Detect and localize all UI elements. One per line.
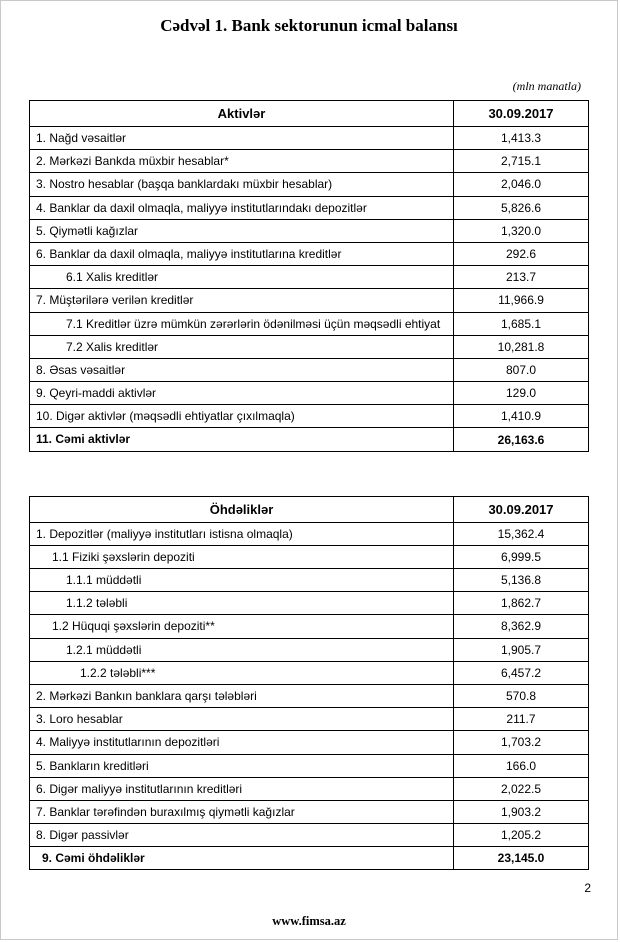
liabilities-header-label: Öhdəliklər [30,496,454,522]
page-number: 2 [584,881,591,895]
row-label: 1.1 Fiziki şəxslərin depoziti [30,545,454,568]
row-value: 6,457.2 [454,661,589,684]
row-label: 2. Mərkəzi Bankda müxbir hesablar* [30,150,454,173]
row-value: 8,362.9 [454,615,589,638]
unit-note: (mln manatla) [512,79,581,93]
row-label: 11. Cəmi aktivlər [30,428,454,451]
row-value: 2,022.5 [454,777,589,800]
row-value: 5,136.8 [454,569,589,592]
row-label: 9. Cəmi öhdəliklər [30,847,454,870]
row-label: 1. Depozitlər (maliyyə institutları istisna olmaqla) [30,522,454,545]
row-value: 570.8 [454,684,589,707]
table-row [30,405,589,428]
row-value: 213.7 [454,266,589,289]
row-value: 15,362.4 [454,522,589,545]
row-value: 10,281.8 [454,335,589,358]
row-value: 807.0 [454,358,589,381]
row-label: 3. Nostro hesablar (başqa banklardakı müxbir hesablar) [30,173,454,196]
row-value: 1,205.2 [454,824,589,847]
row-label: 9. Qeyri-maddi aktivlər [30,382,454,405]
row-value: 1,703.2 [454,731,589,754]
table-row [30,731,589,754]
row-value: 6,999.5 [454,545,589,568]
table-row [30,638,589,661]
row-label: 2. Mərkəzi Bankın banklara qarşı tələbləri [30,684,454,707]
row-value: 11,966.9 [454,289,589,312]
assets-table [29,100,589,452]
row-value: 292.6 [454,242,589,265]
table-row [30,382,589,405]
row-label: 7.2 Xalis kreditlər [30,335,454,358]
table-row [30,242,589,265]
row-label: 1.2 Hüquqi şəxslərin depoziti** [30,615,454,638]
row-label: 7.1 Kreditlər üzrə mümkün zərərlərin ödənilməsi üçün məqsədli ehtiyat [30,312,454,335]
table-row [30,615,589,638]
table-row [30,289,589,312]
row-label: 6. Banklar da daxil olmaqla, maliyyə institutlarına kreditlər [30,242,454,265]
row-value: 129.0 [454,382,589,405]
row-label: 5. Qiymətli kağızlar [30,219,454,242]
row-label: 1.2.2 tələbli*** [30,661,454,684]
row-label: 7. Banklar tərəfindən buraxılmış qiymətli kağızlar [30,800,454,823]
table-row [30,661,589,684]
table-row [30,824,589,847]
row-value: 1,903.2 [454,800,589,823]
table-row [30,196,589,219]
table-row [30,545,589,568]
row-value: 1,320.0 [454,219,589,242]
table-row [30,150,589,173]
table-row [30,127,589,150]
row-value: 5,826.6 [454,196,589,219]
row-label: 8. Əsas vəsaitlər [30,358,454,381]
table-row [30,312,589,335]
row-value: 1,905.7 [454,638,589,661]
table-total-row [30,847,589,870]
table-row [30,754,589,777]
row-label: 7. Müştərilərə verilən kreditlər [30,289,454,312]
row-label: 1.1.1 müddətli [30,569,454,592]
table-row [30,569,589,592]
row-label: 5. Bankların kreditləri [30,754,454,777]
row-label: 4. Maliyyə institutlarının depozitləri [30,731,454,754]
table-row [30,592,589,615]
row-label: 8. Digər passivlər [30,824,454,847]
row-label: 6. Digər maliyyə institutlarının kreditləri [30,777,454,800]
row-value: 1,685.1 [454,312,589,335]
table-row [30,173,589,196]
table-row [30,219,589,242]
table-gap [1,452,617,490]
row-value: 166.0 [454,754,589,777]
assets-header-label: Aktivlər [30,101,454,127]
row-label: 10. Digər aktivlər (məqsədli ehtiyatlar çıxılmaqla) [30,405,454,428]
row-value: 26,163.6 [454,428,589,451]
row-label: 3. Loro hesablar [30,708,454,731]
table-row [30,266,589,289]
row-label: 6.1 Xalis kreditlər [30,266,454,289]
table-row [30,777,589,800]
assets-header-row [30,101,589,127]
liabilities-header-row [30,496,589,522]
liabilities-header-date: 30.09.2017 [454,496,589,522]
row-label: 1.1.2 tələbli [30,592,454,615]
page-title: Cədvəl 1. Bank sektorunun icmal balansı [160,16,458,35]
table-row [30,800,589,823]
row-value: 1,410.9 [454,405,589,428]
table-row [30,335,589,358]
row-value: 2,046.0 [454,173,589,196]
table-row [30,358,589,381]
table-total-row [30,428,589,451]
table-row [30,708,589,731]
row-value: 2,715.1 [454,150,589,173]
row-value: 23,145.0 [454,847,589,870]
footer-url: www.fimsa.az [272,914,346,928]
row-value: 1,413.3 [454,127,589,150]
table-row [30,522,589,545]
liabilities-table [29,496,589,871]
row-value: 211.7 [454,708,589,731]
row-label: 4. Banklar da daxil olmaqla, maliyyə institutlarındakı depozitlər [30,196,454,219]
assets-header-date: 30.09.2017 [454,101,589,127]
row-value: 1,862.7 [454,592,589,615]
table-row [30,684,589,707]
row-label: 1.2.1 müddətli [30,638,454,661]
row-label: 1. Nağd vəsaitlər [30,127,454,150]
